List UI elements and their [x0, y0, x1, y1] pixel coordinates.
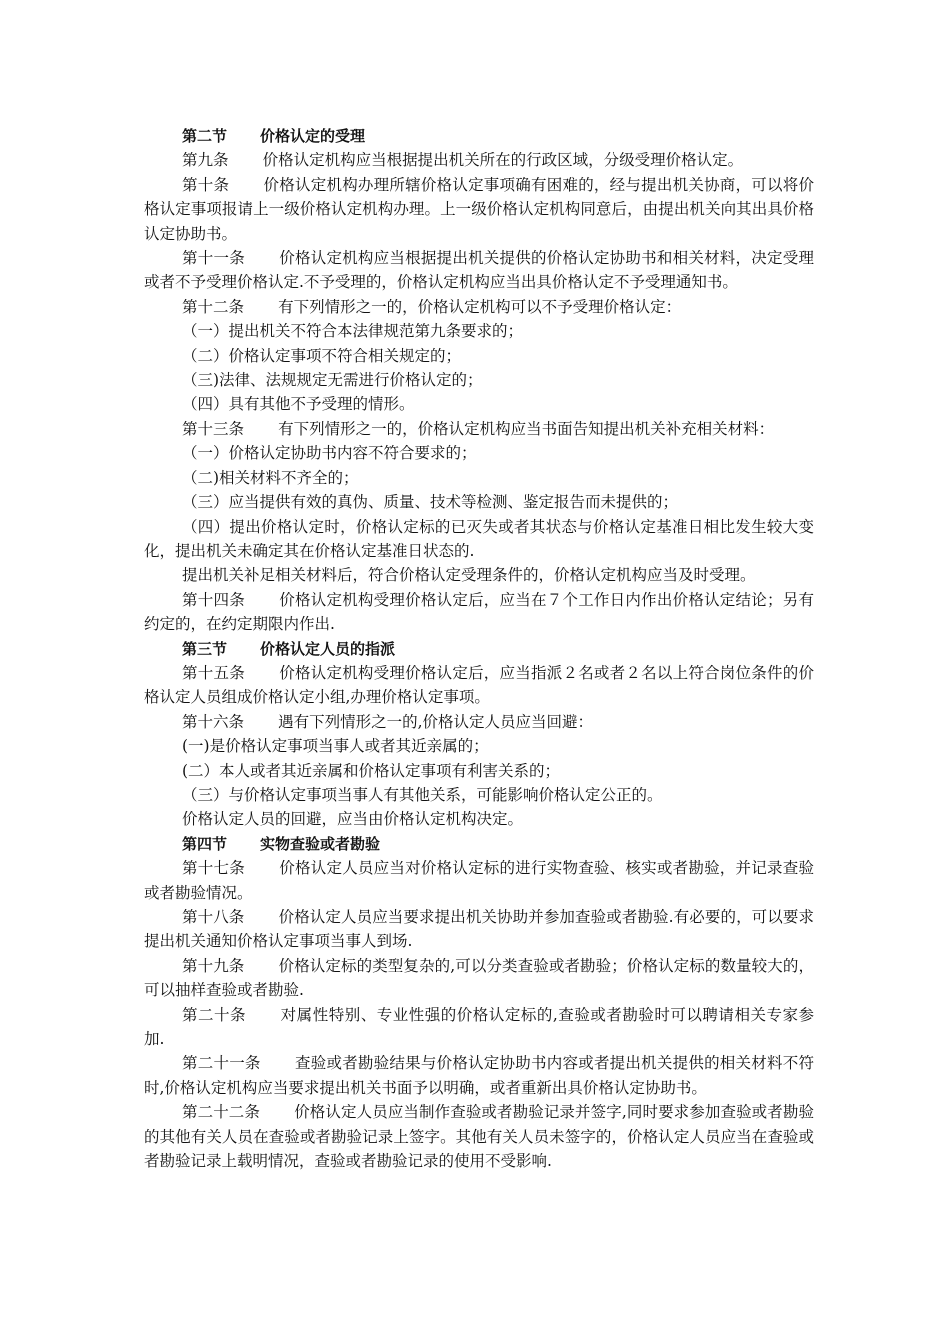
list-item — [144, 392, 814, 416]
section-heading — [144, 124, 814, 148]
paragraph-text: (二）本人或者其近亲属和价格认定事项有利害关系的； — [182, 761, 561, 780]
article-paragraph — [144, 710, 814, 734]
paragraph-text: （一）价格认定协助书内容不符合要求的； — [182, 444, 477, 463]
article-paragraph — [144, 588, 814, 637]
paragraph-text: （一）提出机关不符合本法律规范第九条要求的； — [182, 322, 524, 341]
list-item — [144, 807, 814, 831]
section-heading — [144, 832, 814, 856]
paragraph-text: 价格认定人员的回避，应当由价格认定机构决定。 — [182, 810, 524, 829]
paragraph-text: 有下列情形之一的，价格认定机构可以不予受理价格认定： — [278, 297, 682, 316]
article-label: 第十条 — [182, 175, 230, 194]
document-body — [144, 124, 814, 1173]
article-label: 第十一条 — [182, 249, 245, 268]
paragraph-text: 价格认定机构办理所辖价格认定事项确有困难的，经与提出机关协商，可以将价格认定事项报请上一级价格认定机构办理。上一级价格认定机构同意后，由提出机关向其出具价格认定协助书。 — [144, 175, 814, 243]
section-label: 第三节 — [182, 639, 228, 658]
list-item — [144, 466, 814, 490]
article-label: 第十五条 — [182, 663, 245, 682]
paragraph-text: 价格认定机构应当根据提出机关提供的价格认定协助书和相关材料，决定受理或者不予受理价格认定.不予受理的，价格认定机构应当出具价格认定不予受理通知书。 — [144, 249, 814, 292]
article-label: 第十三条 — [182, 419, 245, 438]
article-label: 第二十一条 — [182, 1054, 261, 1073]
paragraph-text: 提出机关补足相关材料后，符合价格认定受理条件的，价格认定机构应当及时受理。 — [182, 566, 756, 585]
article-paragraph — [144, 905, 814, 954]
article-label: 第二十条 — [182, 1005, 247, 1024]
paragraph-text: 有下列情形之一的，价格认定机构应当书面告知提出机关补充相关材料： — [278, 419, 775, 438]
paragraph-text: （二）价格认定事项不符合相关规定的； — [182, 346, 462, 365]
article-label: 第十九条 — [182, 956, 245, 975]
article-paragraph — [144, 856, 814, 905]
paragraph-text: 遇有下列情形之一的,价格认定人员应当回避： — [278, 712, 594, 731]
paragraph-text: 价格认定人员应当对价格认定标的进行实物查验、核实或者勘验，并记录查验或者勘验情况。 — [144, 859, 814, 902]
list-item — [144, 515, 814, 564]
list-item — [144, 734, 814, 758]
paragraph-text: 价格认定人员应当制作查验或者勘验记录并签字,同时要求参加查验或者勘验的其他有关人员在查验或者勘验记录上签字。其他有关人员未签字的，价格认定人员应当在查验或者勘验记录上载明情况，查验或者勘验记录的使用不受影响. — [144, 1103, 814, 1171]
paragraph-text: 实物查验或者勘验 — [260, 834, 381, 853]
section-heading — [144, 637, 814, 661]
paragraph-text: 价格认定机构受理价格认定后，应当指派２名或者２名以上符合岗位条件的价格认定人员组成价格认定小组,办理价格认定事项。 — [144, 663, 814, 707]
paragraph-text: 价格认定标的类型复杂的,可以分类查验或者勘验；价格认定标的数量较大的，可以抽样查验或者勘验. — [144, 956, 814, 1000]
paragraph-text: 对属性特别、专业性强的价格认定标的,查验或者勘验时可以聘请相关专家参加. — [144, 1005, 814, 1049]
list-item — [144, 344, 814, 368]
article-label: 第十四条 — [182, 590, 245, 609]
paragraph-text: 价格认定机构应当根据提出机关所在的行政区域，分级受理价格认定。 — [262, 151, 744, 170]
article-label: 第十八条 — [182, 908, 245, 926]
article-paragraph — [144, 173, 814, 246]
paragraph-text: (一)是价格认定事项当事人或者其近亲属的； — [182, 737, 489, 756]
paragraph-text: （三)法律、法规规定无需进行价格认定的； — [182, 371, 483, 390]
list-item — [144, 783, 814, 807]
article-paragraph — [144, 1100, 814, 1173]
list-item — [144, 319, 814, 343]
article-label: 第九条 — [182, 151, 229, 170]
section-label: 第二节 — [182, 127, 228, 145]
paragraph-text: 价格认定的受理 — [260, 127, 366, 145]
article-label: 第二十二条 — [182, 1103, 261, 1122]
article-paragraph — [144, 954, 814, 1003]
article-paragraph — [144, 295, 814, 319]
list-item — [144, 563, 814, 587]
section-label: 第四节 — [182, 834, 228, 853]
article-label: 第十二条 — [182, 297, 245, 316]
paragraph-text: （三）与价格认定事项当事人有其他关系，可能影响价格认定公正的。 — [182, 785, 663, 804]
paragraph-text: （四）具有其他不予受理的情形。 — [182, 395, 415, 414]
paragraph-text: （三）应当提供有效的真伪、质量、技术等检测、鉴定报告而未提供的； — [182, 493, 679, 512]
article-label: 第十六条 — [182, 712, 245, 731]
paragraph-text: （四）提出价格认定时，价格认定标的已灭失或者其状态与价格认定基准日相比发生较大变化，提出机关未确定其在价格认定基准日状态的. — [144, 517, 814, 560]
list-item — [144, 368, 814, 392]
article-label: 第十七条 — [182, 859, 245, 878]
list-item — [144, 759, 814, 783]
paragraph-text: 价格认定人员应当要求提出机关协助并参加查验或者勘验.有必要的，可以要求提出机关通知价格认定事项当事人到场. — [144, 908, 814, 951]
paragraph-text: （二)相关材料不齐全的； — [182, 468, 359, 487]
list-item — [144, 490, 814, 514]
list-item — [144, 441, 814, 465]
paragraph-text: 价格认定机构受理价格认定后，应当在７个工作日内作出价格认定结论；另有约定的，在约定期限内作出. — [144, 590, 814, 634]
article-paragraph — [144, 1051, 814, 1100]
article-paragraph — [144, 661, 814, 710]
paragraph-text: 价格认定人员的指派 — [260, 639, 396, 658]
article-paragraph — [144, 246, 814, 295]
article-paragraph — [144, 1003, 814, 1052]
paragraph-text: 查验或者勘验结果与价格认定协助书内容或者提出机关提供的相关材料不符时,价格认定机构应当要求提出机关书面予以明确，或者重新出具价格认定协助书。 — [144, 1054, 814, 1097]
article-paragraph — [144, 148, 814, 172]
article-paragraph — [144, 417, 814, 441]
